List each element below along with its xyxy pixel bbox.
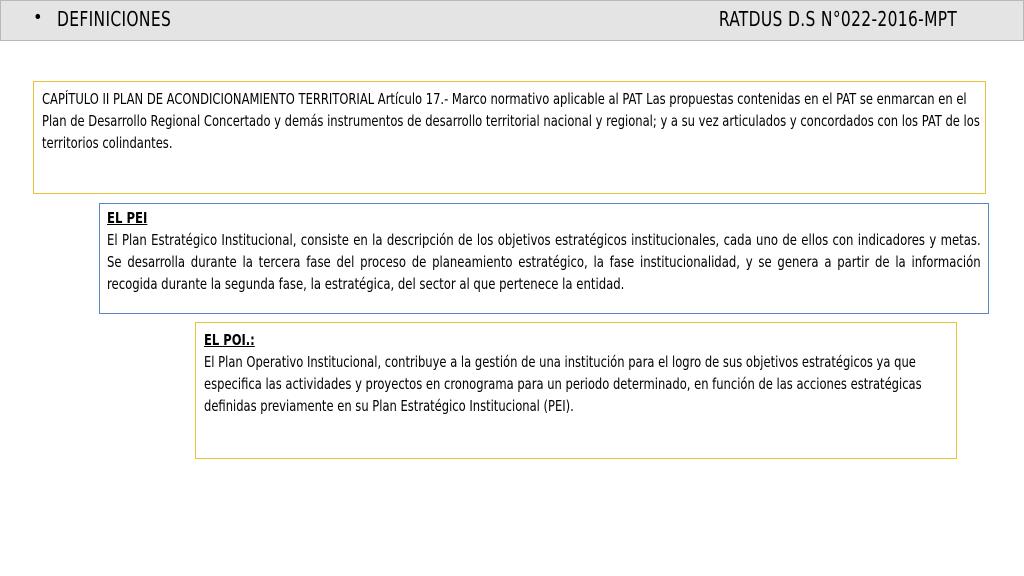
- pei-heading: EL PEI: [107, 209, 148, 227]
- poi-heading: EL POI.:: [204, 331, 255, 349]
- slide-title: DEFINICIONES: [57, 7, 172, 31]
- poi-definition-box: [195, 322, 957, 459]
- pei-definition-box: [99, 203, 989, 314]
- pat-definition-box: [33, 81, 986, 194]
- poi-definition-text: El Plan Operativo Institucional, contribuye a la gestión de una institución para el logro de sus objetivos estratégicos ya que especifica las actividades y proyectos en cronograma para un periodo determinado, en función de las acciones estratégicas definidas previamente en su Plan Estratégico Institucional (PEI).: [204, 353, 922, 415]
- slide-header: [0, 0, 1024, 41]
- bullet-icon: •: [33, 7, 43, 28]
- pei-definition-text: El Plan Estratégico Institucional, consiste en la descripción de los objetivos estratégicos institucionales, cada uno de ellos con indicadores y metas. Se desarrolla durante la tercera fase del proceso de planeamiento estratégico, la fase institucionalidad, y se genera a partir de la información recogida durante la segunda fase, la estratégica, del sector al que pertenece la entidad.: [107, 231, 981, 293]
- pat-definition-text: CAPÍTULO II PLAN DE ACONDICIONAMIENTO TERRITORIAL Artículo 17.- Marco normativo aplicable al PAT Las propuestas contenidas en el PAT se enmarcan en el Plan de Desarrollo Regional Concertado y demás instrumentos de desarrollo territorial nacional y regional; y a su vez articulados y concordados con los PAT de los territorios colindantes.: [42, 90, 980, 152]
- regulation-reference: RATDUS D.S N°022-2016-MPT: [718, 7, 957, 31]
